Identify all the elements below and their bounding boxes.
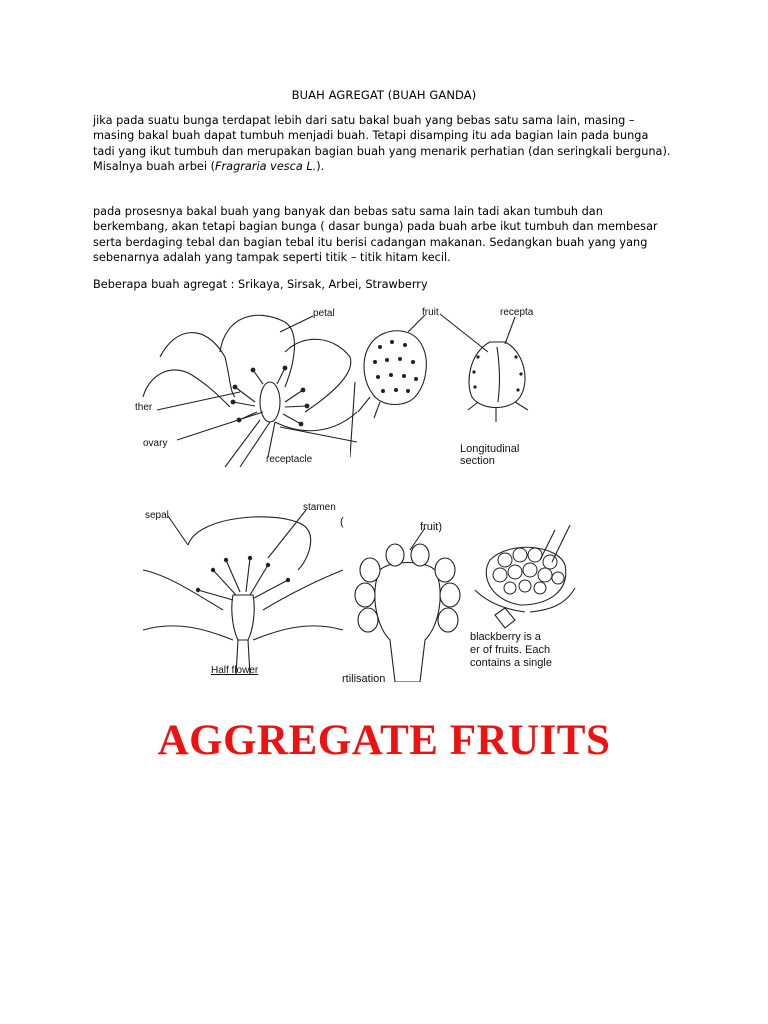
blackberry-diagram [470, 520, 580, 670]
label-petal: petal [313, 308, 335, 319]
label-stamen: stamen [303, 502, 336, 513]
label-longitudinal: Longitudinal [460, 443, 520, 455]
fertilisation-illustration [340, 510, 476, 682]
example-prefix: Misalnya buah arbei ( [93, 159, 216, 173]
label-fertilisation: rtilisation [342, 673, 386, 682]
flower-illustration [135, 302, 360, 470]
label-fruit-right: fruit) [420, 521, 442, 533]
label-ovary: ovary [143, 438, 168, 449]
label-sepal: sepal [145, 510, 169, 521]
definition-text: jika pada suatu bunga terdapat lebih dari satu bakal buah yang bebas satu sama lain, masing – masing bakal buah dapat tumbuh menjadi buah. Tetapi disamping itu ada bagian lain pada bunga tadi yang ikut tumbuh dan merupakan bagian buah yang menarik perhatian (dan seringkali berguna). [93, 114, 671, 158]
example-species: Fragraria vesca L. [215, 159, 317, 173]
aggregate-fruits-banner: AGGREGATE FRUITS [157, 717, 611, 764]
half-flower-illustration [138, 500, 345, 680]
blackberry-caption-3: contains a single [470, 657, 552, 669]
label-anther: ther [135, 402, 153, 413]
document-title: BUAH AGREGAT (BUAH GANDA) [291, 88, 477, 102]
cut-paren: ( [340, 516, 344, 528]
label-receptacle-cut: recepta [500, 307, 534, 318]
paragraph-definition [93, 113, 673, 174]
label-fruit: fruit [422, 307, 439, 318]
fertilisation-diagram [340, 510, 476, 682]
blackberry-caption-2: er of fruits. Each [470, 644, 551, 656]
flower-diagram [135, 302, 360, 470]
example-suffix: ). [316, 159, 325, 173]
paragraph-process: pada prosesnya bakal buah yang banyak dan bebas satu sama lain tadi akan tumbuh dan berkembang, akan tetapi bagian bunga ( dasar bunga) pada buah arbe ikut tumbuh dan membesar serta berdaging tebal dan bagian tebal itu berisi cadangan makanan. Sedangkan buah yang yang sebenarnya adalah yang tampak seperti titik – titik hitam kecil. [93, 205, 658, 264]
fruit-illustration [350, 302, 542, 470]
strawberry-fruit-diagram [350, 302, 542, 470]
blackberry-illustration [470, 520, 580, 670]
paragraph-examples: Beberapa buah agregat : Srikaya, Sirsak, Arbei, Strawberry [93, 278, 428, 291]
label-receptacle: receptacle [266, 454, 313, 465]
label-section: section [460, 455, 495, 467]
half-flower-diagram [138, 500, 345, 680]
blackberry-caption-1: blackberry is a [470, 631, 541, 643]
label-half-flower: Half flower [211, 665, 259, 676]
